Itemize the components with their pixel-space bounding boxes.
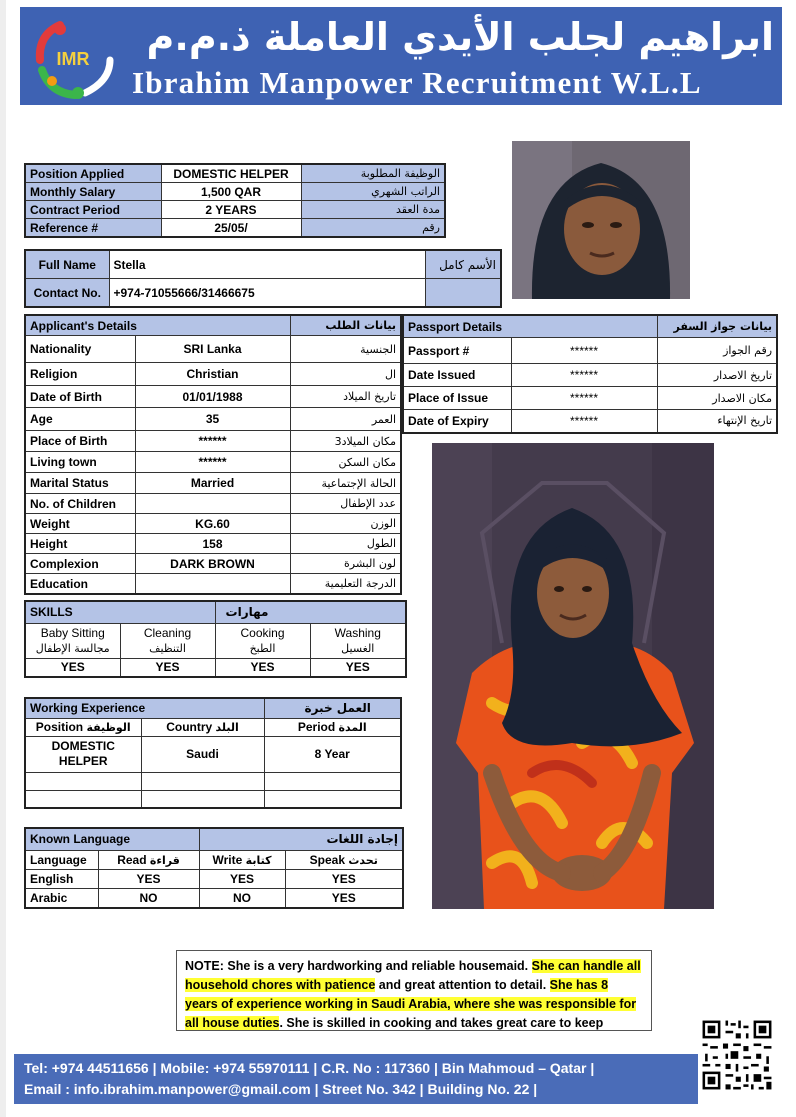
col-write: Write كتابة bbox=[199, 850, 285, 869]
nationality-label: Nationality bbox=[25, 336, 135, 363]
contact-footer bbox=[14, 1054, 698, 1104]
languages-title: Known Language bbox=[25, 828, 199, 850]
name-table bbox=[24, 249, 502, 308]
note-text-3: . She is skilled in cooking and takes great care to keep bbox=[279, 1016, 604, 1030]
table-header bbox=[25, 315, 401, 336]
table-row bbox=[25, 718, 401, 736]
table-row bbox=[25, 736, 401, 772]
col-position: Position الوظيفة bbox=[25, 718, 141, 736]
table-row bbox=[403, 387, 777, 410]
living-town-label: Living town bbox=[25, 452, 135, 473]
religion-label: Religion bbox=[25, 363, 135, 386]
date-of-expiry-value: ****** bbox=[511, 410, 657, 433]
table-row bbox=[25, 183, 445, 201]
language-write: YES bbox=[199, 869, 285, 888]
skill-value: YES bbox=[215, 658, 310, 677]
passport-title-ar: بيانات جواز السفر bbox=[657, 315, 777, 338]
date-of-expiry-label-ar: تاريخ الإنتهاء bbox=[657, 410, 777, 433]
passport-number-value: ****** bbox=[511, 338, 657, 364]
skill-washing bbox=[310, 623, 406, 658]
passport-number-label-ar: رقم الجواز bbox=[657, 338, 777, 364]
contract-label: Contract Period bbox=[25, 201, 161, 219]
page-edge bbox=[0, 0, 6, 1117]
passport-title: Passport Details bbox=[403, 315, 657, 338]
complexion-label: Complexion bbox=[25, 554, 135, 574]
applicant-title-ar: بيانات الطلب bbox=[290, 315, 401, 336]
dob-value: 01/01/1988 bbox=[135, 386, 290, 408]
date-issued-label: Date Issued bbox=[403, 364, 511, 387]
skill-value: YES bbox=[25, 658, 120, 677]
complexion-label-ar: لون البشرة bbox=[290, 554, 401, 574]
work-country: Saudi bbox=[141, 736, 264, 772]
skill-cleaning bbox=[120, 623, 215, 658]
work-position: DOMESTIC HELPER bbox=[25, 736, 141, 772]
religion-label-ar: ال bbox=[290, 363, 401, 386]
table-row bbox=[25, 408, 401, 431]
contact-value: +974-71055666/31466675 bbox=[109, 279, 425, 308]
table-row bbox=[25, 772, 401, 790]
work-experience-table bbox=[24, 697, 402, 809]
table-row bbox=[25, 431, 401, 452]
language-read: NO bbox=[98, 888, 199, 908]
table-row bbox=[25, 201, 445, 219]
contact-blank bbox=[425, 279, 501, 308]
table-row bbox=[25, 514, 401, 534]
table-row bbox=[403, 338, 777, 364]
full-body-photo bbox=[432, 443, 714, 909]
table-row bbox=[25, 363, 401, 386]
position-label-ar: الوظيفة المطلوبة bbox=[301, 164, 445, 183]
table-row bbox=[25, 623, 406, 658]
reference-value: 25/05/ bbox=[161, 219, 301, 238]
table-row bbox=[25, 164, 445, 183]
place-of-birth-label-ar: مكان الميلاد3 bbox=[290, 431, 401, 452]
note-highlight-1: She can handle all household chores with patience bbox=[185, 959, 641, 992]
religion-value: Christian bbox=[135, 363, 290, 386]
table-row bbox=[25, 869, 403, 888]
position-table bbox=[24, 163, 446, 238]
weight-label: Weight bbox=[25, 514, 135, 534]
passport-details-table bbox=[402, 314, 778, 434]
logo-text: IMR bbox=[56, 49, 90, 69]
candidate-note bbox=[176, 950, 652, 1031]
company-name-english: Ibrahim Manpower Recruitment W.L.L bbox=[132, 65, 702, 100]
table-row bbox=[403, 410, 777, 433]
col-read: Read قراءة bbox=[98, 850, 199, 869]
skill-name: Cooking bbox=[240, 625, 285, 640]
company-banner bbox=[20, 7, 782, 105]
position-label: Position Applied bbox=[25, 164, 161, 183]
applicant-details-table bbox=[24, 314, 402, 595]
table-row bbox=[25, 574, 401, 595]
place-of-issue-value: ****** bbox=[511, 387, 657, 410]
company-name-arabic: ابراهيم لجلب الأيدي العاملة ذ.م.م bbox=[146, 15, 774, 59]
table-row bbox=[25, 850, 403, 869]
marital-status-value: Married bbox=[135, 473, 290, 494]
weight-label-ar: الوزن bbox=[290, 514, 401, 534]
table-row bbox=[25, 534, 401, 554]
height-label: Height bbox=[25, 534, 135, 554]
contract-value: 2 YEARS bbox=[161, 201, 301, 219]
languages-title-ar: إجادة اللغات bbox=[199, 828, 403, 850]
skill-name: Baby Sitting bbox=[40, 625, 105, 640]
table-row bbox=[25, 279, 501, 308]
language-read: YES bbox=[98, 869, 199, 888]
col-speak: Speak تحدث bbox=[285, 850, 403, 869]
height-value: 158 bbox=[135, 534, 290, 554]
weight-value: KG.60 bbox=[135, 514, 290, 534]
age-label-ar: العمر bbox=[290, 408, 401, 431]
work-title-ar: العمل خبرة bbox=[264, 698, 401, 718]
height-label-ar: الطول bbox=[290, 534, 401, 554]
reference-label-ar: رقم bbox=[301, 219, 445, 238]
salary-label-ar: الراتب الشهري bbox=[301, 183, 445, 201]
place-of-birth-value: ****** bbox=[135, 431, 290, 452]
position-value: DOMESTIC HELPER bbox=[161, 164, 301, 183]
age-value: 35 bbox=[135, 408, 290, 431]
language-speak: YES bbox=[285, 869, 403, 888]
table-row bbox=[25, 658, 406, 677]
language-name: Arabic bbox=[25, 888, 98, 908]
table-row bbox=[403, 364, 777, 387]
note-text-2: and great attention to detail. bbox=[378, 978, 547, 992]
place-of-issue-label: Place of Issue bbox=[403, 387, 511, 410]
applicant-title: Applicant's Details bbox=[25, 315, 290, 336]
full-name-label-ar: الأسم كامل bbox=[425, 250, 501, 279]
education-value bbox=[135, 574, 290, 595]
table-row bbox=[25, 250, 501, 279]
skill-name-ar: الطبخ bbox=[249, 641, 276, 655]
skill-name-ar: الغسيل bbox=[341, 641, 375, 655]
table-header bbox=[25, 698, 401, 718]
date-issued-label-ar: تاريخ الاصدار bbox=[657, 364, 777, 387]
nationality-value: SRI Lanka bbox=[135, 336, 290, 363]
skill-baby-sitting bbox=[25, 623, 120, 658]
marital-status-label: Marital Status bbox=[25, 473, 135, 494]
salary-value: 1,500 QAR bbox=[161, 183, 301, 201]
table-row bbox=[25, 219, 445, 238]
full-name-label: Full Name bbox=[25, 250, 109, 279]
skills-title-ar: مهارات bbox=[215, 601, 406, 623]
note-highlight-2: She has 8 years of experience working in Saudi Arabia, where she was responsible for all house duties bbox=[185, 978, 637, 1030]
footer-line-1: Tel: +974 44511656 | Mobile: +974 55970111 | C.R. No : 117360 | Bin Mahmoud – Qatar | bbox=[24, 1060, 595, 1076]
complexion-value: DARK BROWN bbox=[135, 554, 290, 574]
skill-cooking bbox=[215, 623, 310, 658]
reference-label: Reference # bbox=[25, 219, 161, 238]
language-speak: YES bbox=[285, 888, 403, 908]
qr-code-icon bbox=[700, 1018, 774, 1092]
skills-title: SKILLS bbox=[25, 601, 215, 623]
children-label-ar: عدد الإطفال bbox=[290, 494, 401, 514]
note-text-1: NOTE: She is a very hardworking and reliable housemaid. bbox=[185, 959, 529, 973]
date-of-expiry-label: Date of Expiry bbox=[403, 410, 511, 433]
skill-name: Cleaning bbox=[143, 625, 192, 640]
portrait-photo bbox=[512, 141, 690, 299]
table-row bbox=[25, 888, 403, 908]
table-header bbox=[403, 315, 777, 338]
table-row bbox=[25, 473, 401, 494]
living-town-label-ar: مكان السكن bbox=[290, 452, 401, 473]
education-label-ar: الدرجة التعليمية bbox=[290, 574, 401, 595]
work-title: Working Experience bbox=[25, 698, 264, 718]
table-row bbox=[25, 554, 401, 574]
col-country: Country البلد bbox=[141, 718, 264, 736]
children-label: No. of Children bbox=[25, 494, 135, 514]
table-row bbox=[25, 336, 401, 363]
table-header bbox=[25, 828, 403, 850]
table-header bbox=[25, 601, 406, 623]
age-label: Age bbox=[25, 408, 135, 431]
living-town-value: ****** bbox=[135, 452, 290, 473]
education-label: Education bbox=[25, 574, 135, 595]
date-issued-value: ****** bbox=[511, 364, 657, 387]
skill-value: YES bbox=[120, 658, 215, 677]
language-write: NO bbox=[199, 888, 285, 908]
place-of-birth-label: Place of Birth bbox=[25, 431, 135, 452]
dob-label-ar: تاريخ الميلاد bbox=[290, 386, 401, 408]
dob-label: Date of Birth bbox=[25, 386, 135, 408]
salary-label: Monthly Salary bbox=[25, 183, 161, 201]
passport-number-label: Passport # bbox=[403, 338, 511, 364]
table-row bbox=[25, 790, 401, 808]
language-name: English bbox=[25, 869, 98, 888]
work-period: 8 Year bbox=[264, 736, 401, 772]
full-name-value: Stella bbox=[109, 250, 425, 279]
skills-table bbox=[24, 600, 407, 678]
col-period: Period المدة bbox=[264, 718, 401, 736]
nationality-label-ar: الجنسية bbox=[290, 336, 401, 363]
footer-line-2: Email : info.ibrahim.manpower@gmail.com | Street No. 342 | Building No. 22 | bbox=[24, 1081, 538, 1097]
table-row bbox=[25, 494, 401, 514]
skill-name-ar: مجالسة الإطفال bbox=[35, 641, 110, 655]
contact-label: Contact No. bbox=[25, 279, 109, 308]
place-of-issue-label-ar: مكان الاصدار bbox=[657, 387, 777, 410]
children-value bbox=[135, 494, 290, 514]
table-row bbox=[25, 452, 401, 473]
contract-label-ar: مدة العقد bbox=[301, 201, 445, 219]
skill-name-ar: التنظيف bbox=[149, 641, 186, 655]
table-row bbox=[25, 386, 401, 408]
marital-status-label-ar: الحالة الإجتماعية bbox=[290, 473, 401, 494]
col-language: Language bbox=[25, 850, 98, 869]
languages-table bbox=[24, 827, 404, 909]
skill-value: YES bbox=[310, 658, 406, 677]
company-logo bbox=[30, 15, 116, 99]
skill-name: Washing bbox=[334, 625, 381, 640]
